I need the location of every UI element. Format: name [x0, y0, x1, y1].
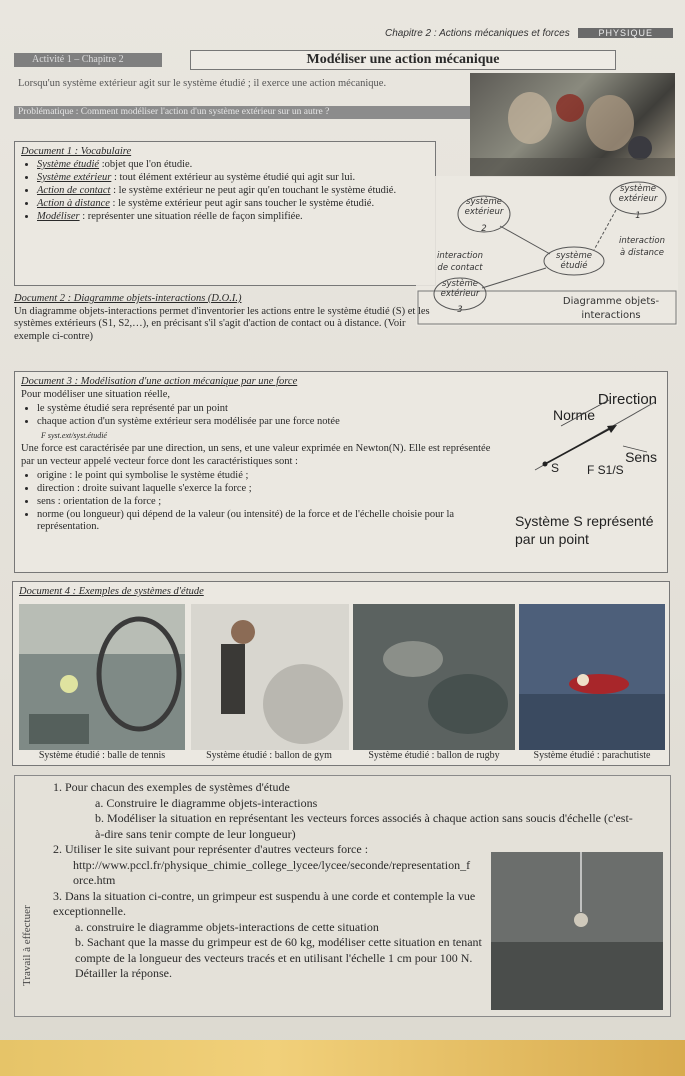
document-1-title: Document 1 : Vocabulaire [21, 146, 132, 157]
gym-ball-photo [191, 604, 349, 750]
caption-tennis: Système étudié : balle de tennis [38, 750, 166, 761]
term: Action à distance [37, 198, 110, 209]
figure-caption-2: par un point [515, 531, 589, 547]
term: Système étudié [37, 159, 100, 170]
doc3-bullets-1 [15, 403, 505, 428]
ext1-line1: système [620, 184, 656, 194]
site-link[interactable]: http://www.pccl.fr/physique_chimie_college_lycee/lycee/seconde/representation_force.htm [73, 857, 471, 887]
ext2-line1: système [466, 197, 502, 207]
question-2: 2. Utiliser le site suivant pour représenter d'autres vecteurs force : [53, 842, 369, 856]
ext1-line2: extérieur [618, 194, 658, 204]
term: Action de contact [37, 185, 111, 196]
definition: : tout élément extérieur au système étudié qui agit sur lui. [111, 172, 356, 183]
force-vector [545, 426, 615, 464]
definition: : le système extérieur ne peut agir qu'en touchant le système étudié. [110, 185, 397, 196]
document-4-title: Document 4 : Exemples de systèmes d'étude [19, 586, 204, 597]
doc3-paragraph: Une force est caractérisée par une direction, un sens, et une valeur exprimée en Newton(N). Elle est représentée par un vecteur appelé vecteur force dont les caractéristiques sont : [21, 443, 491, 467]
diagram-caption-1: Diagramme objets- [562, 296, 660, 307]
question-3b: b. Sachant que la masse du grimpeur est de 60 kg, modéliser cette situation en tenant compte de la longueur des vecteurs tracés et en utilisant l'échelle 1 cm pour 100 N. Détailler la réponse. [75, 935, 482, 980]
objects-interactions-diagram [416, 176, 678, 326]
question-1: 1. Pour chacun des exemples de systèmes d'étude [53, 780, 290, 794]
activity-label: Activité 1 – Chapitre 2 [14, 53, 162, 67]
tennis-photo [19, 604, 185, 750]
list-item: • direction : droite suivant laquelle s'exerce la force ; [37, 483, 505, 495]
intro-text: Lorsqu'un système extérieur agit sur le système étudié ; il exerce une action mécanique. [18, 78, 387, 89]
problematique-banner: Problématique : Comment modéliser l'action d'un système extérieur sur un autre ? [14, 106, 474, 119]
term: Système extérieur [37, 172, 112, 183]
caption-rugby: Système étudié : ballon de rugby [368, 750, 500, 761]
document-2-text: Un diagramme objets-interactions permet d'inventorier les actions entre le système étudié (S) et les systèmes extérieurs (S1, S2,…), en précisant s'il s'agit d'action de contact ou à distance. (Voir exemple ci-contre) [14, 305, 430, 342]
list-item: • chaque action d'un système extérieur sera modélisée par une force notée [37, 416, 505, 428]
studied-line2: étudié [560, 261, 588, 271]
document-2 [14, 293, 432, 353]
direction-label: Direction [597, 391, 657, 408]
question-1a: a. Construire le diagramme objets-interactions [95, 795, 318, 810]
chapter-header [385, 28, 673, 39]
point-s-label: S [551, 461, 560, 475]
ext2-line2: extérieur [464, 207, 504, 217]
sens-label: Sens [625, 449, 657, 465]
ext3-line2: extérieur [440, 289, 480, 299]
definition: :objet que l'on étudie. [99, 159, 193, 170]
chapter-title: Chapitre 2 : Actions mécaniques et forces [384, 28, 570, 39]
skydiver-photo [519, 604, 665, 750]
distance-line2: à distance [620, 248, 664, 258]
question-3: 3. Dans la situation ci-contre, un grimpeur est suspendu à une corde et contemple la vue exceptionnelle. [53, 888, 476, 918]
document-3-box [14, 371, 668, 573]
doc3-bullets-2 [15, 470, 505, 533]
figure-caption-1: Système S représenté [515, 513, 654, 529]
desk-background [0, 1040, 685, 1076]
ext3-line1: système [442, 279, 478, 289]
origin-point [543, 462, 548, 467]
list-item: • le système étudié sera représenté par un point [37, 403, 505, 415]
ext1-number: 1 [635, 211, 641, 221]
rugby-photo [353, 604, 515, 750]
contact-line2: de contact [437, 263, 483, 273]
subject-tag: PHYSIQUE [578, 28, 673, 38]
distance-line1: interaction [619, 236, 665, 246]
question-1b: b. Modéliser la situation en représentant les vecteurs forces associés à chaque action sans soucis d'échelle (c'est-à-dire sans tenir compte de leur longueur) [95, 811, 633, 841]
doc3-intro: Pour modéliser une situation réelle, [21, 389, 171, 400]
list-item [37, 198, 435, 210]
list-item [37, 211, 435, 223]
term: Modéliser [37, 211, 80, 222]
question-3a: a. construire le diagramme objets-interactions de cette situation [75, 919, 379, 934]
studied-line1: système [556, 251, 592, 261]
force-notation: F syst.ext/syst.étudié [41, 431, 107, 440]
ext3-number: 3 [457, 305, 463, 315]
vocabulary-list [15, 159, 435, 223]
questions [53, 780, 663, 982]
document-4-box [12, 581, 670, 766]
contact-line1: interaction [437, 251, 483, 261]
document-2-title: Document 2 : Diagramme objets-interactions (D.O.I.) [14, 293, 242, 304]
document-3-title: Document 3 : Modélisation d'une action mécanique par une force [21, 376, 298, 387]
document-1-box [14, 141, 436, 286]
page-title: Modéliser une action mécanique [190, 50, 616, 70]
diagram-caption-2: interactions [581, 310, 641, 321]
definition: : représenter une situation réelle de façon simplifiée. [79, 211, 303, 222]
list-item [37, 159, 435, 171]
force-vector-figure [505, 380, 665, 565]
list-item: • norme (ou longueur) qui dépend de la valeur (ou intensité) de la force et de l'échelle choisie pour la représentation. [37, 509, 505, 533]
ext2-number: 2 [481, 224, 487, 234]
list-item: • sens : orientation de la force ; [37, 496, 505, 508]
list-item: • origine : le point qui symbolise le système étudié ; [37, 470, 505, 482]
caption-skydiver: Système étudié : parachutiste [533, 750, 651, 761]
list-item [37, 172, 435, 184]
boxing-photo [470, 73, 675, 177]
list-item [37, 185, 435, 197]
caption-gym-ball: Système étudié : ballon de gym [206, 750, 332, 761]
work-side-label: Travail à effectuer [21, 905, 33, 986]
work-section-box [14, 775, 671, 1017]
norme-label: Norme [553, 407, 596, 423]
definition: : le système extérieur peut agir sans toucher le système étudié. [109, 198, 375, 209]
vector-label: F S1/S [587, 463, 624, 477]
